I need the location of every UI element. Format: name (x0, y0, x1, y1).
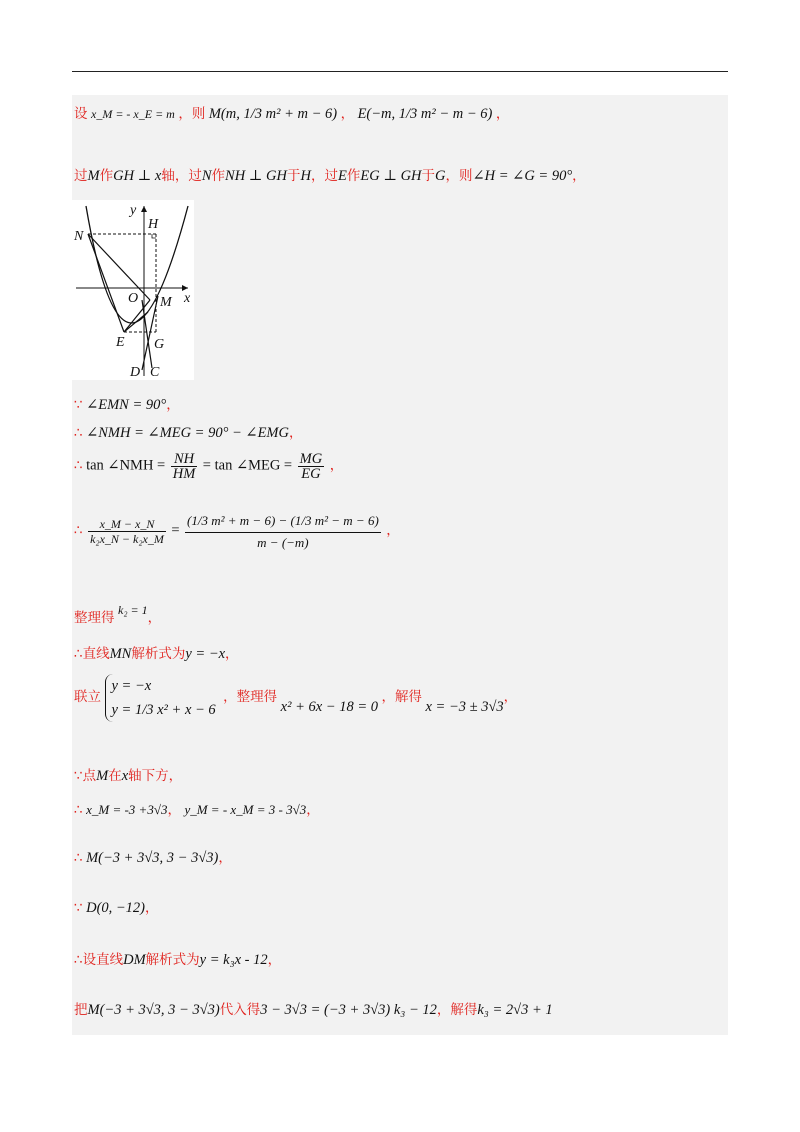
fig-label-g: G (154, 337, 165, 352)
segment-nm (88, 234, 150, 300)
fig-label-h: H (148, 217, 159, 232)
step-4: ∴ ∠NMH = ∠MEG = 90° − ∠EMG， (74, 425, 303, 441)
step-2: 过M作GH ⊥ x轴，过N作NH ⊥ GH于H，过E作EG ⊥ GH于G，则∠H = ∠G = 90°， (74, 168, 586, 184)
text-she: 设 (74, 106, 88, 122)
point-e-coords: E(−m, 1/3 m² − m − 6) (357, 106, 493, 122)
expr-angles-90: ∠H = ∠G = 90° (472, 168, 573, 184)
y-axis-arrow (141, 206, 147, 212)
step-5: ∴ tan ∠NMH = $\frac{NH}{HM}$ = tan ∠MEG = $\frac{MG}{EG}$ ， (74, 451, 344, 482)
step-1: 设 x_M = - x_E = m ，则 M(m, 1/3 m² + m − 6) ， E(−m, 1/3 m² − m − 6) ， (74, 106, 510, 122)
step-10: ∵点M在x轴下方， (74, 768, 183, 784)
step-3: ∵ ∠EMN = 90°， (74, 397, 180, 413)
step-7: 整理得 k₂ = 1， (74, 603, 162, 626)
segment-ne (88, 234, 124, 332)
step-15: 把M(−3 + 3√3, 3 − 3√3)代入得3 − 3√3 = (−3 + 3√3) k₃ − 12，解得k₃ = 2√3 + 1 (74, 1002, 553, 1018)
fig-label-m: M (160, 295, 172, 310)
text-ze: ，则 (178, 106, 206, 122)
step-6: ∴ $\frac{x\_M - x\_N}{\text{k₂x\_N − k₂x\_M}}$ = $\frac{\text{(1/3 m² + m − 6) − (1/3 m² − m − 6)}}{m - (-m)}$ ， (74, 510, 400, 553)
expr-xm: x_M = - x_E = m (91, 107, 175, 121)
header-rule (72, 71, 728, 72)
fig-label-o: O (128, 291, 139, 306)
fig-label-n: N (74, 229, 84, 244)
step-13: ∵ D(0, −12)， (74, 900, 159, 916)
fig-label-d: D (130, 365, 141, 380)
step-11: ∴ x_M = -3 +3√3， y_M = - x_M = 3 - 3√3， (74, 802, 320, 818)
point-m-coords: M(m, 1/3 m² + m − 6) (208, 106, 338, 122)
fig-label-y: y (130, 203, 137, 218)
step-14: ∴设直线DM解析式为y = k₃x - 12， (74, 952, 282, 968)
step-9: 联立 y = −x y = 1/3 x² + x − 6 ，整理得 x² + 6x − 18 = 0 ，解得 x = −3 ± 3√3， (74, 674, 517, 722)
fig-label-c: C (150, 365, 160, 380)
parabola-diagram (72, 200, 194, 380)
step-8: ∴直线MN解析式为y = −x， (74, 646, 239, 662)
fig-label-e: E (116, 335, 125, 350)
fig-label-x: x (184, 291, 191, 306)
step-12: ∴ M(−3 + 3√3, 3 − 3√3)， (74, 850, 232, 866)
geometry-figure (72, 200, 194, 380)
